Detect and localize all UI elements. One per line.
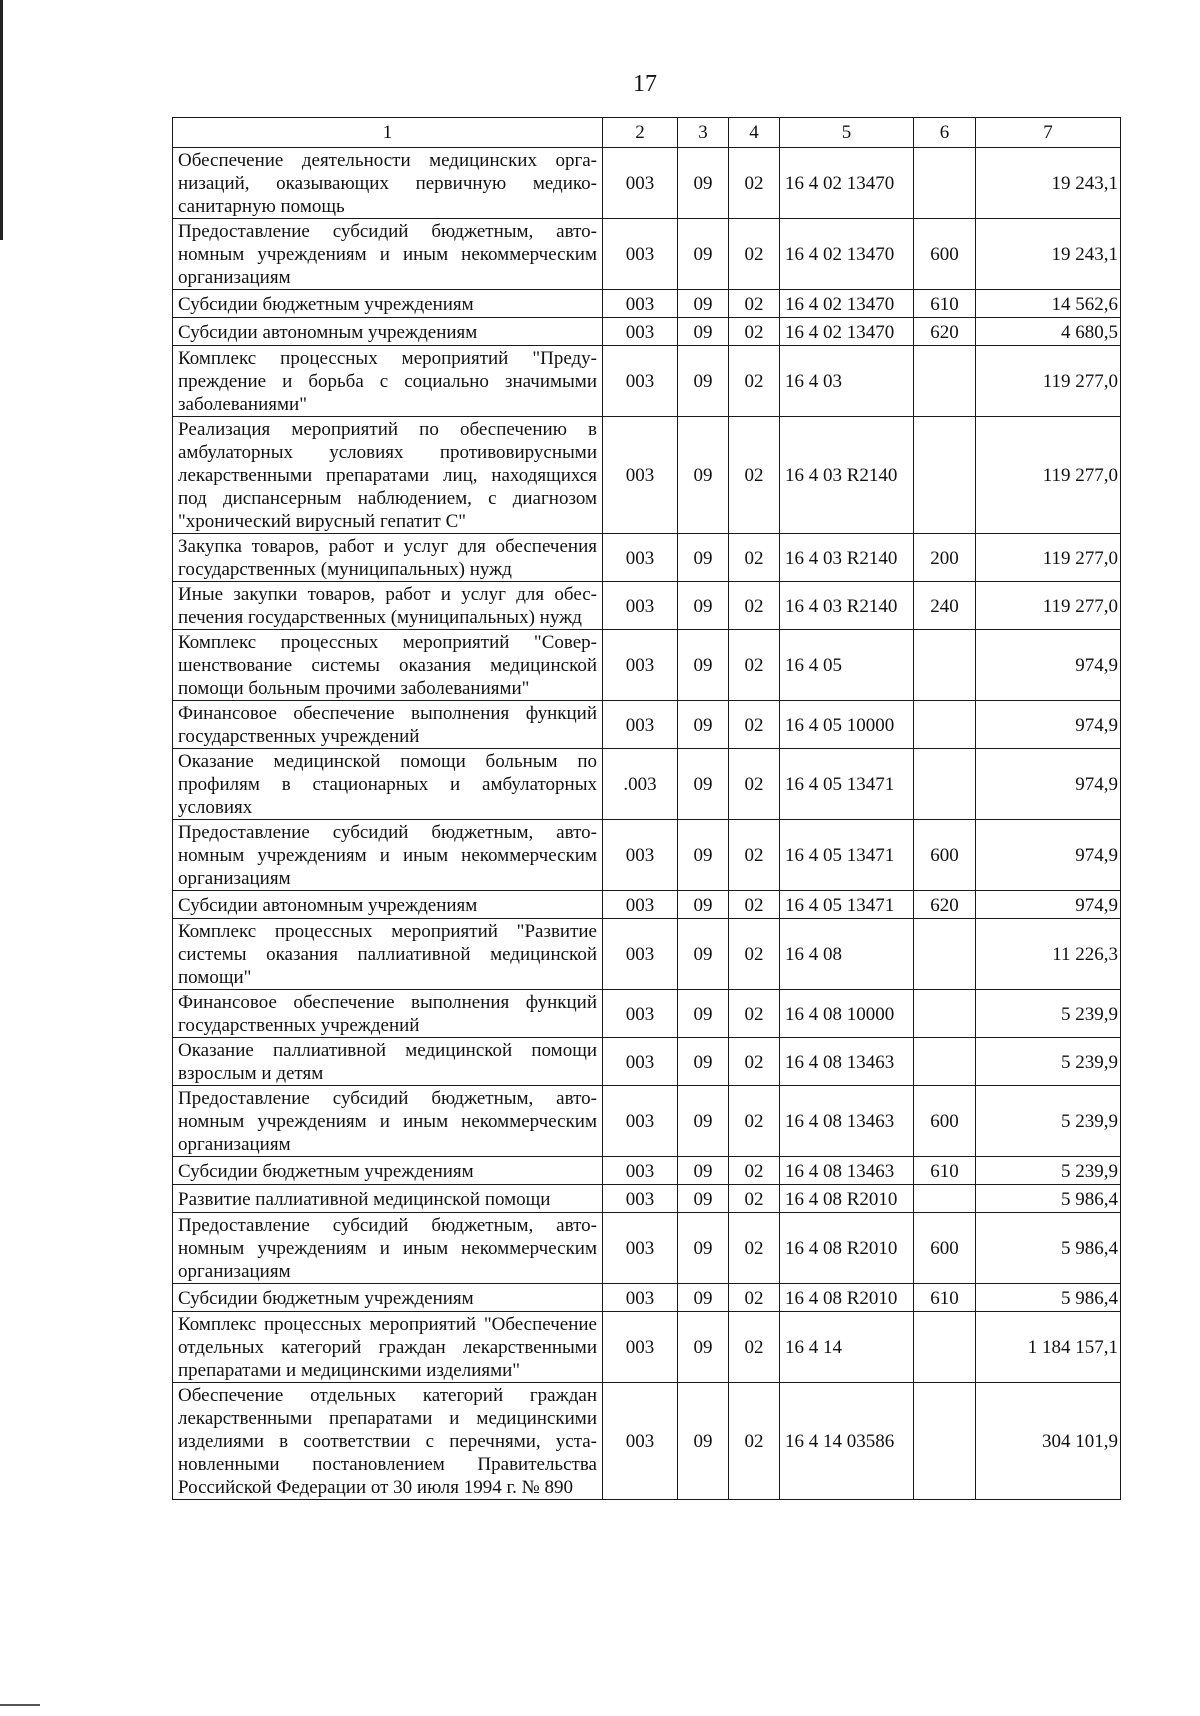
row-amount-cell: 5 239,9 <box>976 1157 1121 1185</box>
row-code-3-cell: 09 <box>678 1284 729 1312</box>
row-code-6-cell: 620 <box>914 891 976 919</box>
row-code-2-cell: 003 <box>603 1038 678 1086</box>
row-code-2-cell: 003 <box>603 346 678 417</box>
table-row <box>173 701 1121 749</box>
row-code-6-cell: 600 <box>914 1086 976 1157</box>
row-amount-cell: 5 986,4 <box>976 1284 1121 1312</box>
row-amount-cell: 5 986,4 <box>976 1185 1121 1213</box>
row-amount-cell: 5 239,9 <box>976 990 1121 1038</box>
budget-table <box>172 117 1121 1500</box>
row-code-3-cell: 09 <box>678 1383 729 1500</box>
row-code-2-cell: 003 <box>603 990 678 1038</box>
row-amount-cell: 974,9 <box>976 820 1121 891</box>
row-code-3-cell: 09 <box>678 749 729 820</box>
column-header-3: 3 <box>678 118 729 148</box>
row-code-5-cell: 16 4 14 03586 <box>780 1383 914 1500</box>
row-code-3-cell: 09 <box>678 919 729 990</box>
row-amount-cell: 4 680,5 <box>976 318 1121 346</box>
row-code-3-cell: 09 <box>678 1185 729 1213</box>
row-code-4-cell: 02 <box>729 701 780 749</box>
table-row <box>173 919 1121 990</box>
row-name-cell: Обеспечение деятельности медицинских организаций, оказывающих первичную медико-санитарную помощь <box>173 148 603 219</box>
row-amount-cell: 304 101,9 <box>976 1383 1121 1500</box>
row-code-3-cell: 09 <box>678 1157 729 1185</box>
row-amount-cell: 19 243,1 <box>976 148 1121 219</box>
row-code-6-cell <box>914 148 976 219</box>
row-amount-cell: 5 239,9 <box>976 1038 1121 1086</box>
column-header-2: 2 <box>603 118 678 148</box>
table-row <box>173 990 1121 1038</box>
table-row <box>173 1312 1121 1383</box>
row-name-cell: Предоставление субсидий бюджетным, автономным учреждениям и иным некоммерческим организациям <box>173 219 603 290</box>
row-code-4-cell: 02 <box>729 919 780 990</box>
row-code-5-cell: 16 4 08 13463 <box>780 1086 914 1157</box>
row-amount-cell: 1 184 157,1 <box>976 1312 1121 1383</box>
row-code-2-cell: 003 <box>603 1383 678 1500</box>
table-row <box>173 1383 1121 1500</box>
table-row <box>173 1157 1121 1185</box>
row-code-4-cell: 02 <box>729 1213 780 1284</box>
row-code-5-cell: 16 4 03 <box>780 346 914 417</box>
row-code-6-cell <box>914 1038 976 1086</box>
row-name-cell: Предоставление субсидий бюджетным, автономным учреждениям и иным некоммерческим организациям <box>173 1213 603 1284</box>
row-code-2-cell: 003 <box>603 919 678 990</box>
row-code-4-cell: 02 <box>729 990 780 1038</box>
row-code-5-cell: 16 4 02 13470 <box>780 318 914 346</box>
row-name-cell: Субсидии бюджетным учреждениям <box>173 1157 603 1185</box>
row-code-4-cell: 02 <box>729 891 780 919</box>
row-name-cell: Оказание паллиативной медицинской помощи взрослым и детям <box>173 1038 603 1086</box>
row-code-3-cell: 09 <box>678 582 729 630</box>
row-name-cell: Обеспечение отдельных категорий граждан лекарственными препаратами и медицинскими изделиями в соответствии с перечнями, установленными постановлением Правительства Российской Федерации от 30 июля 1994 г. № 890 <box>173 1383 603 1500</box>
row-code-6-cell <box>914 417 976 534</box>
table-row <box>173 1038 1121 1086</box>
row-code-4-cell: 02 <box>729 582 780 630</box>
row-code-2-cell: 003 <box>603 701 678 749</box>
row-code-5-cell: 16 4 02 13470 <box>780 219 914 290</box>
row-code-3-cell: 09 <box>678 1312 729 1383</box>
column-header-6: 6 <box>914 118 976 148</box>
row-code-6-cell: 600 <box>914 820 976 891</box>
row-code-3-cell: 09 <box>678 148 729 219</box>
row-code-3-cell: 09 <box>678 219 729 290</box>
row-code-2-cell: 003 <box>603 891 678 919</box>
table-row <box>173 534 1121 582</box>
row-code-2-cell: 003 <box>603 290 678 318</box>
row-name-cell: Иные закупки товаров, работ и услуг для обеспечения государственных (муниципальных) нужд <box>173 582 603 630</box>
table-row <box>173 1086 1121 1157</box>
row-code-6-cell: 620 <box>914 318 976 346</box>
row-name-cell: Оказание медицинской помощи больным по профилям в стационарных и амбулаторных условиях <box>173 749 603 820</box>
row-code-5-cell: 16 4 05 <box>780 630 914 701</box>
row-name-cell: Субсидии автономным учреждениям <box>173 891 603 919</box>
row-code-4-cell: 02 <box>729 1383 780 1500</box>
table-row <box>173 346 1121 417</box>
row-code-5-cell: 16 4 02 13470 <box>780 148 914 219</box>
table-row <box>173 582 1121 630</box>
row-code-5-cell: 16 4 08 <box>780 919 914 990</box>
row-code-5-cell: 16 4 08 R2010 <box>780 1213 914 1284</box>
row-name-cell: Развитие паллиативной медицинской помощи <box>173 1185 603 1213</box>
row-code-2-cell: 003 <box>603 148 678 219</box>
row-name-cell: Субсидии бюджетным учреждениям <box>173 1284 603 1312</box>
row-code-5-cell: 16 4 03 R2140 <box>780 534 914 582</box>
row-code-6-cell <box>914 701 976 749</box>
row-code-4-cell: 02 <box>729 630 780 701</box>
row-code-5-cell: 16 4 05 10000 <box>780 701 914 749</box>
row-code-2-cell: 003 <box>603 630 678 701</box>
row-code-6-cell: 610 <box>914 290 976 318</box>
row-code-2-cell: 003 <box>603 582 678 630</box>
row-code-3-cell: 09 <box>678 630 729 701</box>
page-number: 17 <box>633 71 657 97</box>
row-code-4-cell: 02 <box>729 749 780 820</box>
row-code-6-cell <box>914 346 976 417</box>
row-code-4-cell: 02 <box>729 148 780 219</box>
row-code-5-cell: 16 4 14 <box>780 1312 914 1383</box>
row-code-4-cell: 02 <box>729 318 780 346</box>
row-amount-cell: 974,9 <box>976 749 1121 820</box>
row-code-2-cell: .003 <box>603 749 678 820</box>
row-code-6-cell <box>914 919 976 990</box>
table-row <box>173 749 1121 820</box>
row-name-cell: Комплекс процессных мероприятий "Развитие системы оказания паллиативной медицинской помощи" <box>173 919 603 990</box>
row-amount-cell: 11 226,3 <box>976 919 1121 990</box>
row-code-4-cell: 02 <box>729 1038 780 1086</box>
row-code-3-cell: 09 <box>678 701 729 749</box>
row-code-6-cell: 610 <box>914 1284 976 1312</box>
row-code-2-cell: 003 <box>603 219 678 290</box>
row-code-2-cell: 003 <box>603 1185 678 1213</box>
row-amount-cell: 19 243,1 <box>976 219 1121 290</box>
row-code-4-cell: 02 <box>729 1086 780 1157</box>
row-code-4-cell: 02 <box>729 1284 780 1312</box>
header-row <box>173 118 1121 148</box>
row-code-3-cell: 09 <box>678 417 729 534</box>
row-code-5-cell: 16 4 08 13463 <box>780 1038 914 1086</box>
table-row <box>173 1213 1121 1284</box>
scan-edge-mark <box>0 0 3 240</box>
row-code-6-cell <box>914 990 976 1038</box>
table-row <box>173 891 1121 919</box>
row-code-2-cell: 003 <box>603 1312 678 1383</box>
row-code-4-cell: 02 <box>729 417 780 534</box>
row-code-3-cell: 09 <box>678 1213 729 1284</box>
row-amount-cell: 5 986,4 <box>976 1213 1121 1284</box>
table-row <box>173 219 1121 290</box>
row-amount-cell: 119 277,0 <box>976 582 1121 630</box>
row-code-2-cell: 003 <box>603 1086 678 1157</box>
scan-edge-mark <box>0 1704 40 1706</box>
row-code-3-cell: 09 <box>678 534 729 582</box>
row-code-5-cell: 16 4 03 R2140 <box>780 582 914 630</box>
row-code-2-cell: 003 <box>603 820 678 891</box>
row-code-4-cell: 02 <box>729 820 780 891</box>
row-code-5-cell: 16 4 08 R2010 <box>780 1185 914 1213</box>
row-code-6-cell: 200 <box>914 534 976 582</box>
row-code-6-cell: 240 <box>914 582 976 630</box>
table-row <box>173 820 1121 891</box>
row-amount-cell: 119 277,0 <box>976 346 1121 417</box>
table-row <box>173 630 1121 701</box>
row-name-cell: Субсидии бюджетным учреждениям <box>173 290 603 318</box>
row-code-3-cell: 09 <box>678 290 729 318</box>
row-code-6-cell <box>914 630 976 701</box>
row-code-3-cell: 09 <box>678 990 729 1038</box>
row-code-2-cell: 003 <box>603 417 678 534</box>
row-name-cell: Предоставление субсидий бюджетным, автономным учреждениям и иным некоммерческим организациям <box>173 820 603 891</box>
column-header-1: 1 <box>173 118 603 148</box>
row-code-5-cell: 16 4 08 R2010 <box>780 1284 914 1312</box>
row-name-cell: Предоставление субсидий бюджетным, автономным учреждениям и иным некоммерческим организациям <box>173 1086 603 1157</box>
row-amount-cell: 974,9 <box>976 630 1121 701</box>
row-code-2-cell: 003 <box>603 318 678 346</box>
table-body <box>173 148 1121 1500</box>
column-header-7: 7 <box>976 118 1121 148</box>
table-row <box>173 417 1121 534</box>
column-header-5: 5 <box>780 118 914 148</box>
row-code-4-cell: 02 <box>729 1312 780 1383</box>
row-code-5-cell: 16 4 08 13463 <box>780 1157 914 1185</box>
row-name-cell: Комплекс процессных мероприятий "Совершенствование системы оказания медицинской помощи больным прочими заболеваниями" <box>173 630 603 701</box>
row-code-4-cell: 02 <box>729 219 780 290</box>
row-code-4-cell: 02 <box>729 290 780 318</box>
row-code-2-cell: 003 <box>603 1157 678 1185</box>
row-code-2-cell: 003 <box>603 534 678 582</box>
table-row <box>173 148 1121 219</box>
row-name-cell: Финансовое обеспечение выполнения функций государственных учреждений <box>173 990 603 1038</box>
row-name-cell: Реализация мероприятий по обеспечению в амбулаторных условиях противовирусными лекарственными препаратами лиц, находящихся под диспансерным наблюдением, с диагнозом "хронический вирусный гепатит С" <box>173 417 603 534</box>
row-code-5-cell: 16 4 05 13471 <box>780 820 914 891</box>
row-code-3-cell: 09 <box>678 318 729 346</box>
row-code-6-cell <box>914 1383 976 1500</box>
row-code-3-cell: 09 <box>678 346 729 417</box>
row-code-6-cell <box>914 1185 976 1213</box>
row-name-cell: Комплекс процессных мероприятий "Предупреждение и борьба с социально значимыми заболеваниями" <box>173 346 603 417</box>
row-code-3-cell: 09 <box>678 891 729 919</box>
column-header-4: 4 <box>729 118 780 148</box>
row-code-6-cell <box>914 749 976 820</box>
row-code-4-cell: 02 <box>729 346 780 417</box>
row-name-cell: Субсидии автономным учреждениям <box>173 318 603 346</box>
row-name-cell: Финансовое обеспечение выполнения функций государственных учреждений <box>173 701 603 749</box>
table-row <box>173 318 1121 346</box>
row-code-3-cell: 09 <box>678 820 729 891</box>
row-code-5-cell: 16 4 05 13471 <box>780 749 914 820</box>
row-amount-cell: 119 277,0 <box>976 534 1121 582</box>
row-code-5-cell: 16 4 03 R2140 <box>780 417 914 534</box>
row-code-4-cell: 02 <box>729 1157 780 1185</box>
row-amount-cell: 5 239,9 <box>976 1086 1121 1157</box>
table-row <box>173 1284 1121 1312</box>
row-code-6-cell: 600 <box>914 219 976 290</box>
row-code-5-cell: 16 4 02 13470 <box>780 290 914 318</box>
row-amount-cell: 974,9 <box>976 701 1121 749</box>
row-code-5-cell: 16 4 05 13471 <box>780 891 914 919</box>
row-code-2-cell: 003 <box>603 1284 678 1312</box>
row-code-4-cell: 02 <box>729 1185 780 1213</box>
row-code-5-cell: 16 4 08 10000 <box>780 990 914 1038</box>
row-code-3-cell: 09 <box>678 1038 729 1086</box>
row-amount-cell: 14 562,6 <box>976 290 1121 318</box>
row-code-3-cell: 09 <box>678 1086 729 1157</box>
row-amount-cell: 119 277,0 <box>976 417 1121 534</box>
row-code-6-cell <box>914 1312 976 1383</box>
row-amount-cell: 974,9 <box>976 891 1121 919</box>
row-name-cell: Комплекс процессных мероприятий "Обеспечение отдельных категорий граждан лекарственными препаратами и медицинскими изделиями" <box>173 1312 603 1383</box>
row-code-2-cell: 003 <box>603 1213 678 1284</box>
table-row <box>173 1185 1121 1213</box>
row-name-cell: Закупка товаров, работ и услуг для обеспечения государственных (муниципальных) нужд <box>173 534 603 582</box>
row-code-4-cell: 02 <box>729 534 780 582</box>
row-code-6-cell: 610 <box>914 1157 976 1185</box>
row-code-6-cell: 600 <box>914 1213 976 1284</box>
table-row <box>173 290 1121 318</box>
